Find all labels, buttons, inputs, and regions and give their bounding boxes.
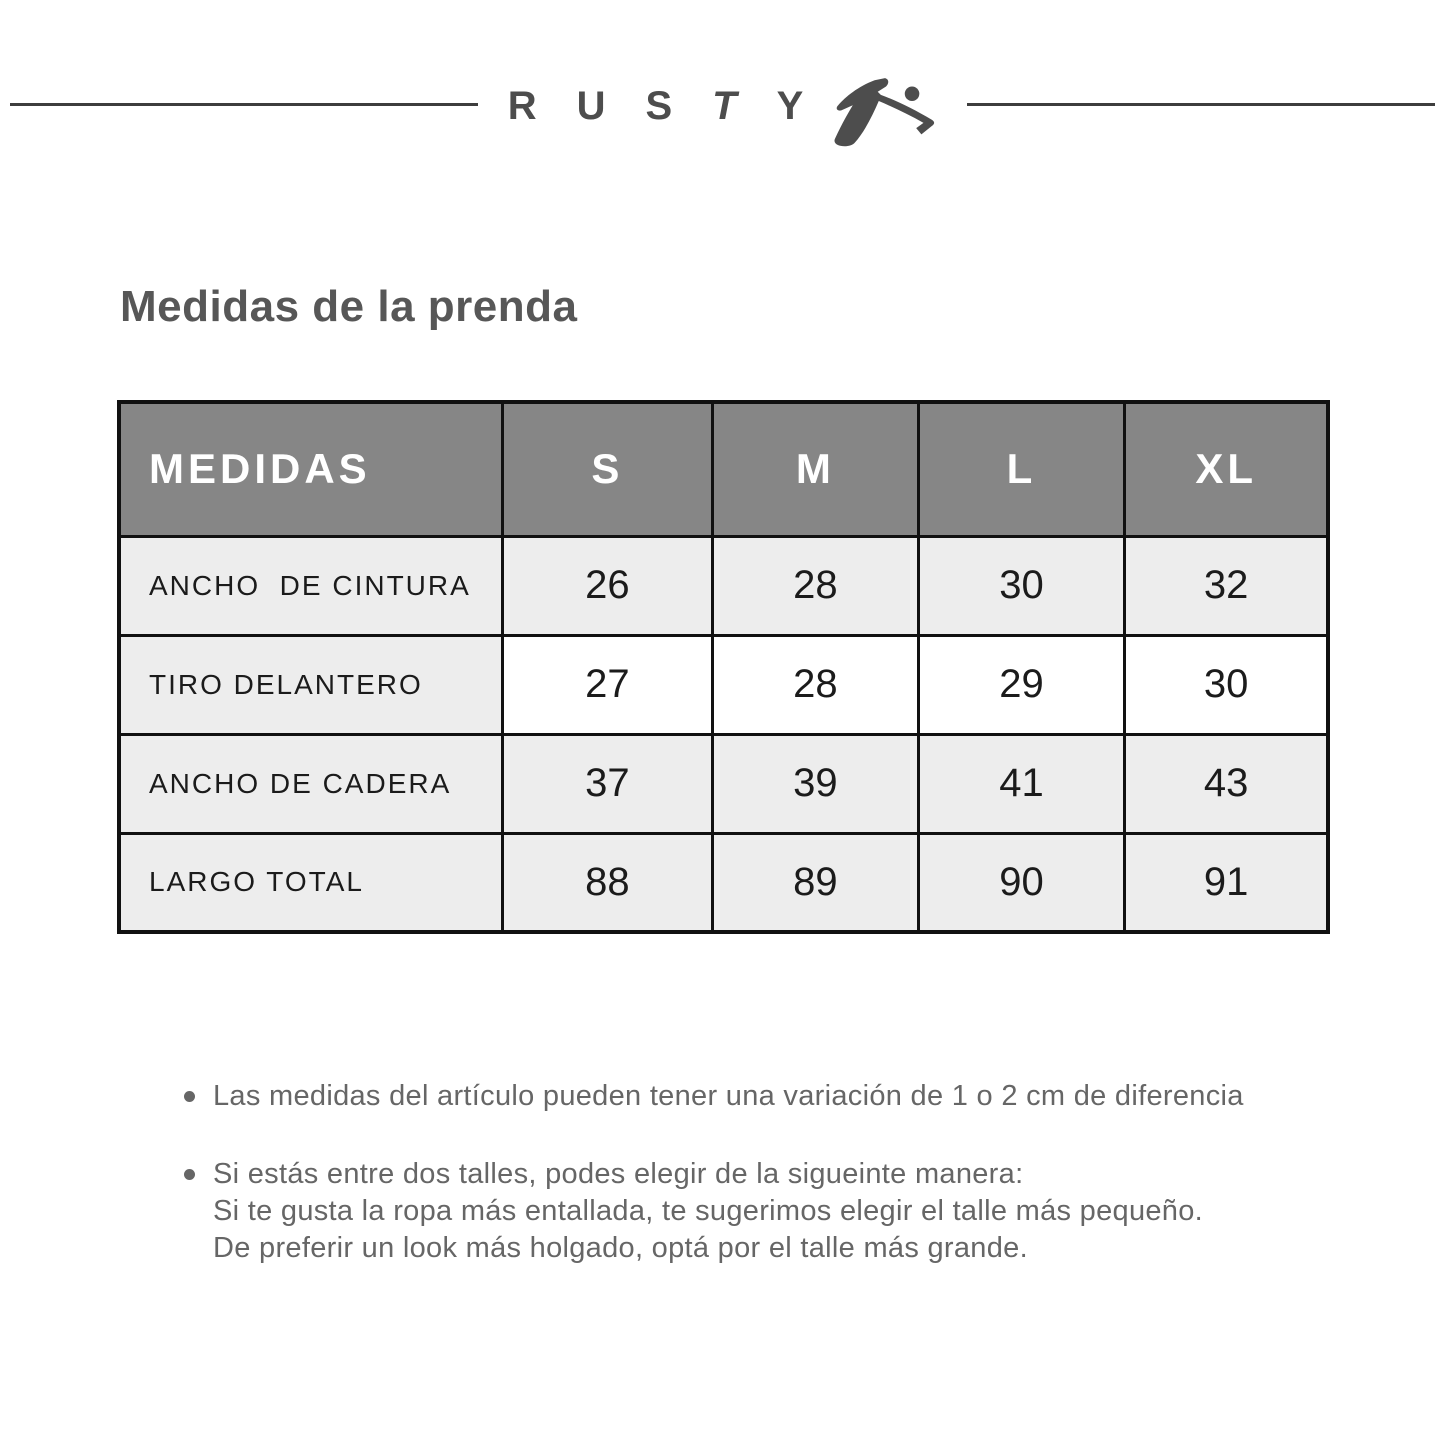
row-label: LARGO TOTAL [119, 833, 502, 932]
page-title: Medidas de la prenda [120, 282, 578, 331]
wordmark-letter: Y [776, 84, 804, 128]
row-label: TIRO DELANTERO [119, 635, 502, 734]
rusty-wordmark [508, 70, 938, 139]
note-line: Si estás entre dos talles, podes elegir de la sigueinte manera: [213, 1158, 1024, 1190]
cell-value: 32 [1125, 536, 1328, 635]
wordmark-letter: S [645, 84, 673, 128]
row-label: ANCHO DE CINTURA [119, 536, 502, 635]
column-header-s: S [502, 402, 712, 536]
table-row [119, 734, 1328, 833]
notes-list [184, 1078, 1344, 1267]
cell-value: 29 [918, 635, 1125, 734]
cell-value: 30 [1125, 635, 1328, 734]
bullet-icon [184, 1169, 195, 1180]
note-text [213, 1078, 1244, 1115]
note-item [184, 1078, 1344, 1115]
cell-value: 89 [713, 833, 919, 932]
table-row [119, 635, 1328, 734]
column-header-m: M [713, 402, 919, 536]
cell-value: 28 [713, 635, 919, 734]
header-rule-right [967, 103, 1435, 106]
brand-header [10, 72, 1435, 136]
row-label: ANCHO DE CADERA [119, 734, 502, 833]
table-row [119, 833, 1328, 932]
cell-value: 91 [1125, 833, 1328, 932]
wordmark-letter: U [576, 84, 606, 128]
note-text [213, 1156, 1203, 1267]
column-header-l: L [918, 402, 1125, 536]
column-header-medidas: MEDIDAS [119, 402, 502, 536]
cell-value: 30 [918, 536, 1125, 635]
note-line: Las medidas del artículo pueden tener una variación de 1 o 2 cm de diferencia [213, 1080, 1244, 1112]
column-header-xl: XL [1125, 402, 1328, 536]
header-rule-left [10, 103, 478, 106]
table-row [119, 536, 1328, 635]
cell-value: 39 [713, 734, 919, 833]
size-chart-table [117, 400, 1330, 934]
bullet-icon [184, 1091, 195, 1102]
cell-value: 43 [1125, 734, 1328, 833]
cell-value: 37 [502, 734, 712, 833]
cell-value: 27 [502, 635, 712, 734]
rusty-letters [507, 84, 804, 128]
wordmark-letter: T [712, 84, 737, 128]
cell-value: 28 [713, 536, 919, 635]
note-line: Si te gusta la ropa más entallada, te sugerimos elegir el talle más pequeño. [213, 1195, 1204, 1227]
rusty-logo-icon [833, 78, 937, 147]
cell-value: 26 [502, 536, 712, 635]
wordmark-letter: R [507, 84, 537, 128]
note-line: De preferir un look más holgado, optá por el talle más grande. [213, 1232, 1028, 1264]
note-item [184, 1156, 1344, 1267]
cell-value: 90 [918, 833, 1125, 932]
table-header-row [119, 402, 1328, 536]
cell-value: 88 [502, 833, 712, 932]
cell-value: 41 [918, 734, 1125, 833]
